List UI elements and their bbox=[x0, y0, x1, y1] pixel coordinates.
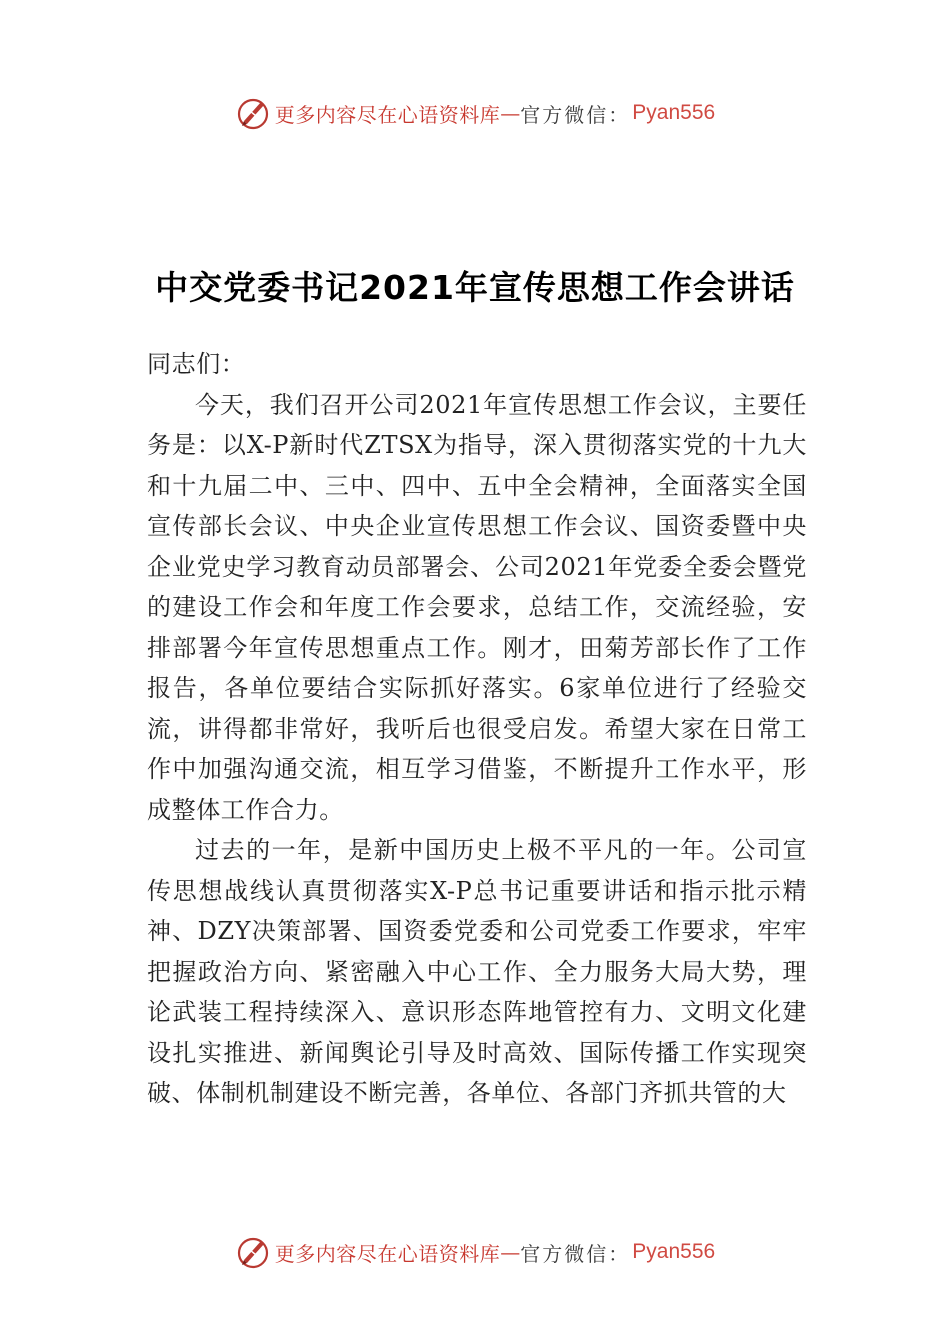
banner-main-text: 更多内容尽在心语资料库 bbox=[274, 1241, 501, 1266]
pen-logo-icon bbox=[235, 95, 271, 131]
banner-wechat-id: Pyan556 bbox=[632, 1240, 716, 1263]
banner-wechat-label: 官方微信： bbox=[520, 102, 631, 127]
salutation: 同志们： bbox=[147, 350, 246, 378]
banner-dash: — bbox=[500, 1240, 521, 1264]
banner-wechat-label: 官方微信： bbox=[520, 1241, 631, 1266]
footer-banner bbox=[0, 1232, 950, 1272]
document-body bbox=[147, 344, 807, 1114]
pen-logo-icon bbox=[235, 1234, 271, 1270]
paragraph-2: 过去的一年，是新中国历史上极不平凡的一年。公司宣传思想战线认真贯彻落实X-P总书记重要讲话和指示批示精神、DZY决策部署、国资委党委和公司党委工作要求，牢牢把握政治方向、紧密融入中心工作、全力服务大局大势，理论武装工程持续深入、意识形态阵地管控有力、文明文化建设扎实推进、新闻舆论引导及时高效、国际传播工作实现突破、体制机制建设不断完善，各单位、各部门齐抓共管的大 bbox=[147, 836, 807, 1107]
paragraph-1: 今天，我们召开公司2021年宣传思想工作会议，主要任务是：以X-P新时代ZTSX为指导，深入贯彻落实党的十九大和十九届二中、三中、四中、五中全会精神，全面落实全国宣传部长会议、中央企业宣传思想工作会议、国资委暨中央企业党史学习教育动员部署会、公司2021年党委全委会暨党的建设工作会和年度工作会要求，总结工作，交流经验，安排部署今年宣传思想重点工作。刚才，田菊芳部长作了工作报告，各单位要结合实际抓好落实。6家单位进行了经验交流，讲得都非常好，我听后也很受启发。希望大家在日常工作中加强沟通交流，相互学习借鉴，不断提升工作水平，形成整体工作合力。 bbox=[147, 390, 807, 824]
document-title: 中交党委书记2021年宣传思想工作会讲话 bbox=[155, 268, 795, 307]
banner-main-text: 更多内容尽在心语资料库 bbox=[274, 102, 501, 127]
header-banner bbox=[0, 93, 950, 133]
banner-dash: — bbox=[500, 101, 521, 125]
banner-wechat-id: Pyan556 bbox=[632, 101, 716, 124]
